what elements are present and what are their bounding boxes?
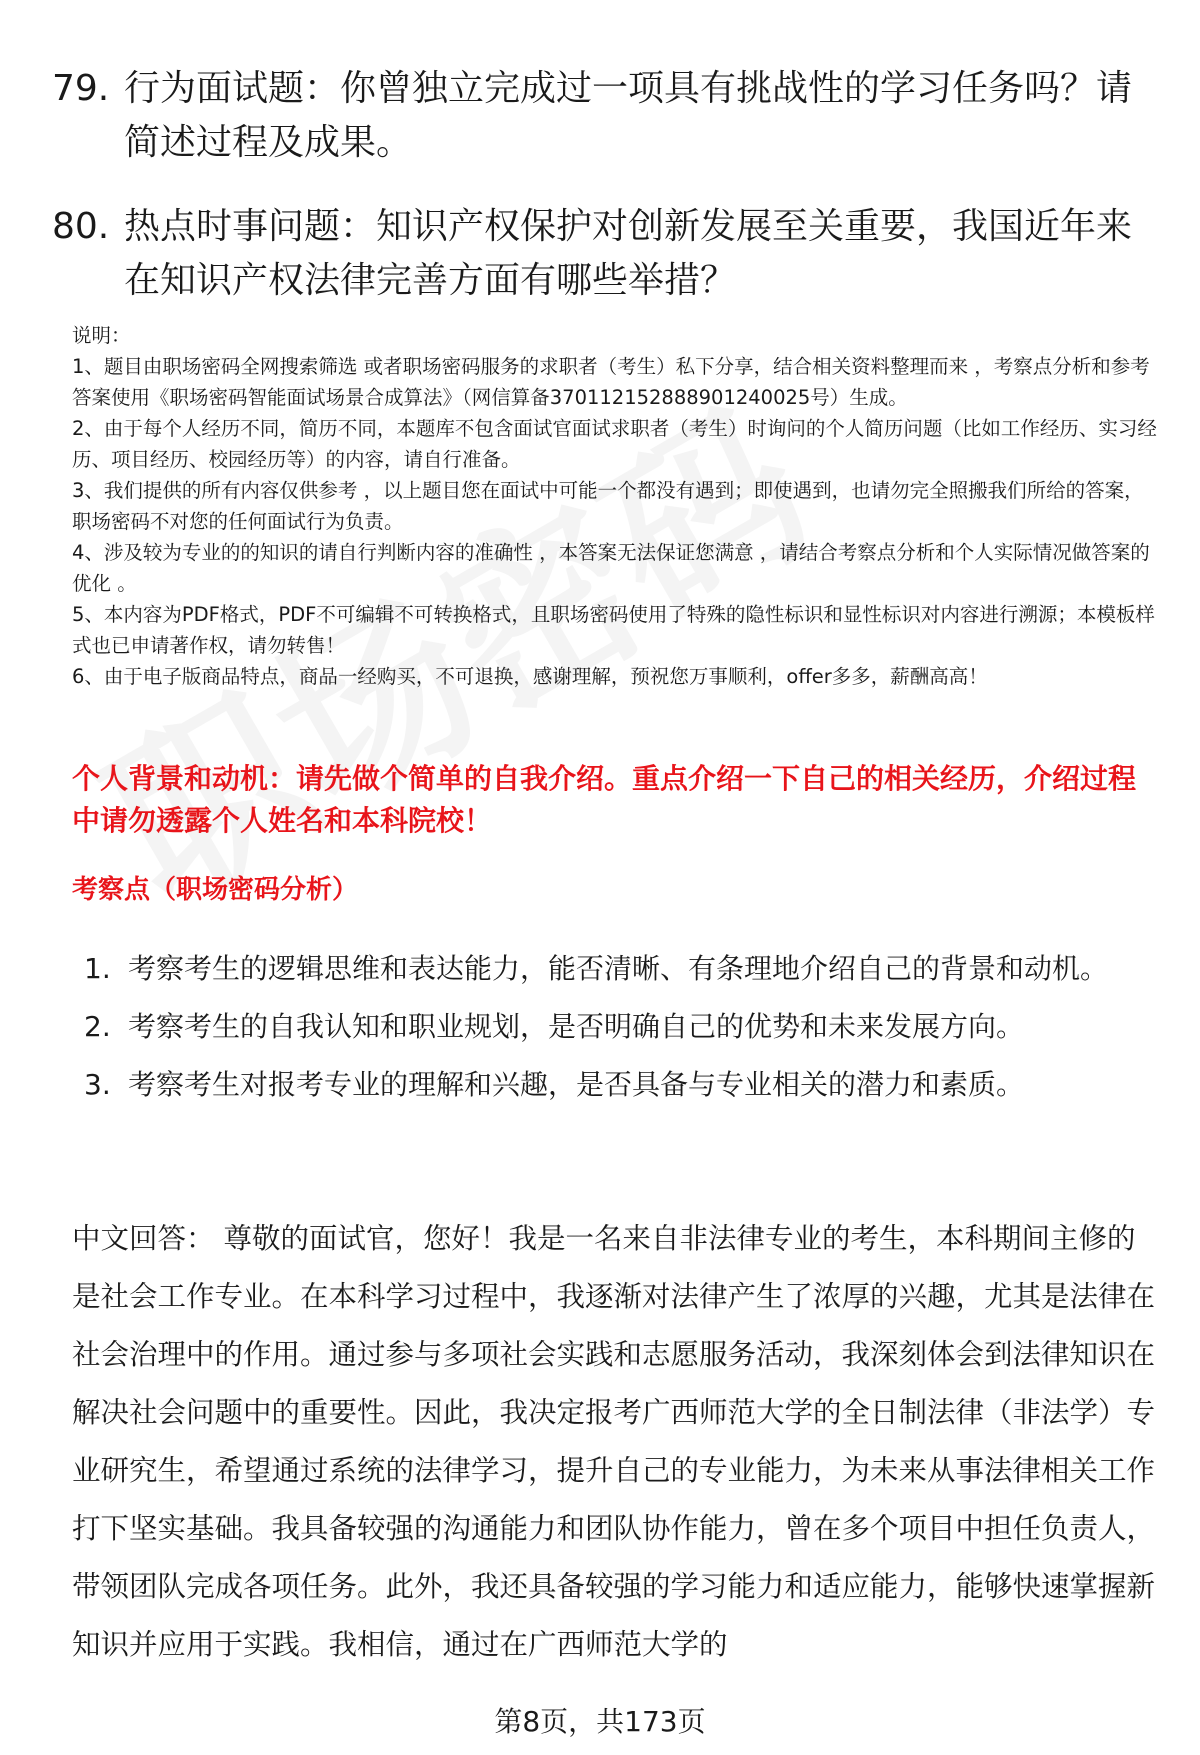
note-line: 6、由于电子版商品特点，商品一经购买，不可退换，感谢理解，预祝您万事顺利，offer多多，薪酬高高！: [72, 665, 988, 688]
note-line: 2、由于每个人经历不同，简历不同，本题库不包含面试官面试求职者（考生）时询问的个人简历问题（比如工作经历、实习经历、项目经历、校园经历等）的内容，请自行准备。: [72, 417, 1157, 471]
question-list: [52, 62, 1152, 338]
note-line: 5、本内容为PDF格式，PDF不可编辑不可转换格式，且职场密码使用了特殊的隐性标识和显性标识对内容进行溯源；本模板样式也已申请著作权，请勿转售！: [72, 603, 1155, 657]
point-number: 2.: [84, 1010, 111, 1043]
note-line: 1、题目由职场密码全网搜索筛选 或者职场密码服务的求职者（考生）私下分享，结合相关资料整理而来 ，考察点分析和参考答案使用《职场密码智能面试场景合成算法》（网信算备370112152888901240025号）生成。: [72, 355, 1150, 409]
analysis-points: [84, 940, 1144, 1114]
page-footer: 第8页，共173页: [494, 1705, 706, 1738]
question-item: [52, 200, 1152, 308]
analysis-point: [84, 1056, 1144, 1114]
point-text: 考察考生的逻辑思维和表达能力，能否清晰、有条理地介绍自己的背景和动机。: [128, 952, 1109, 985]
section-heading: 个人背景和动机：请先做个简单的自我介绍。重点介绍一下自己的相关经历，介绍过程中请勿透露个人姓名和本科院校！: [72, 762, 1137, 837]
analysis-point: [84, 940, 1144, 998]
point-text: 考察考生对报考专业的理解和兴趣，是否具备与专业相关的潜力和素质。: [128, 1068, 1025, 1101]
question-number: 79.: [52, 68, 110, 109]
question-text: 行为面试题：你曾独立完成过一项具有挑战性的学习任务吗？请简述过程及成果。: [124, 68, 1133, 163]
question-item: [52, 62, 1152, 170]
point-text: 考察考生的自我认知和职业规划，是否明确自己的优势和未来发展方向。: [128, 1010, 1025, 1043]
note-line: 4、涉及较为专业的的知识的请自行判断内容的准确性 ，本答案无法保证您满意 ，请结合考察点分析和个人实际情况做答案的优化 。: [72, 541, 1150, 595]
question-text: 热点时事问题：知识产权保护对创新发展至关重要，我国近年来在知识产权法律完善方面有哪些举措？: [124, 206, 1133, 301]
point-number: 1.: [84, 952, 111, 985]
analysis-heading: 考察点（职场密码分析）: [72, 875, 359, 905]
point-number: 3.: [84, 1068, 111, 1101]
answer-paragraph: 中文回答： 尊敬的面试官，您好！我是一名来自非法律专业的考生，本科期间主修的是社会工作专业。在本科学习过程中，我逐渐对法律产生了浓厚的兴趣，尤其是法律在社会治理中的作用。通过参与多项社会实践和志愿服务活动，我深刻体会到法律知识在解决社会问题中的重要性。因此，我决定报考广西师范大学的全日制法律（非法学）专业研究生，希望通过系统的法律学习，提升自己的专业能力，为未来从事法律相关工作打下坚实基础。我具备较强的沟通能力和团队协作能力，曾在多个项目中担任负责人，带领团队完成各项任务。此外，我还具备较强的学习能力和适应能力，能够快速掌握新知识并应用于实践。我相信，通过在广西师范大学的: [72, 1222, 1156, 1661]
question-number: 80.: [52, 206, 110, 247]
note-line: 3、我们提供的所有内容仅供参考 ，以上题目您在面试中可能一个都没有遇到；即使遇到，也请勿完全照搬我们所给的答案，职场密码不对您的任何面试行为负责。: [72, 479, 1144, 533]
notes-title: 说明：: [72, 324, 131, 347]
analysis-point: [84, 998, 1144, 1056]
notes-section: [72, 320, 1162, 692]
